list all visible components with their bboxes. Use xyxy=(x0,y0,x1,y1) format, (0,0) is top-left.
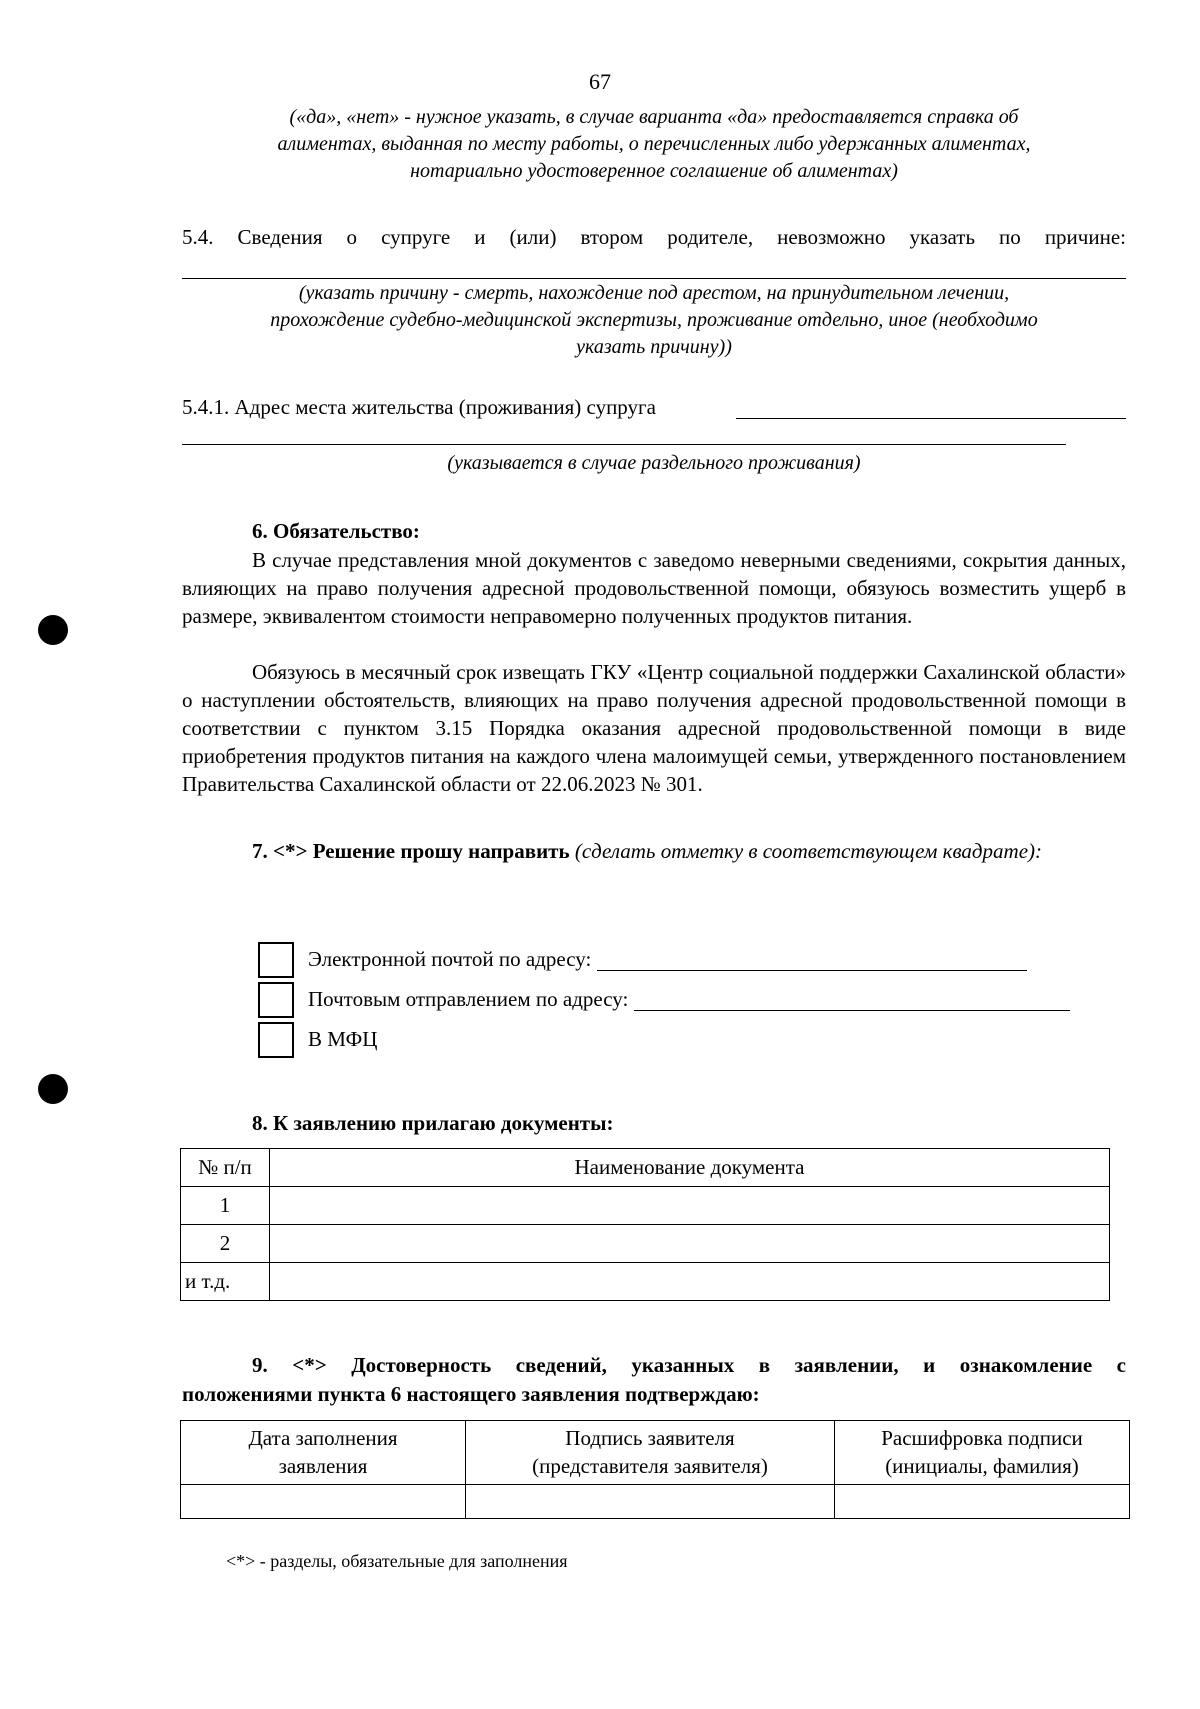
mfc-checkbox[interactable] xyxy=(258,1022,294,1058)
column-signature-line-1: Подпись заявителя xyxy=(565,1426,735,1451)
column-decoding-line-1: Расшифровка подписи xyxy=(881,1426,1083,1451)
signature-cell[interactable] xyxy=(466,1485,835,1519)
section-5-4-note xyxy=(182,280,1126,361)
table-row xyxy=(181,1225,1110,1263)
column-signature-decoding xyxy=(835,1421,1130,1485)
section-5-4-reason-field[interactable] xyxy=(182,278,1126,279)
row-number: 1 xyxy=(181,1187,270,1225)
footnote: <*> - разделы, обязательные для заполнения xyxy=(226,1551,568,1571)
page-number: 67 xyxy=(589,69,611,94)
table-row xyxy=(181,1263,1110,1301)
section-8-heading: 8. К заявлению прилагаю документы: xyxy=(252,1111,614,1135)
column-signature xyxy=(466,1421,835,1485)
column-date-line-1: Дата заполнения xyxy=(248,1426,398,1451)
signature-decoding-cell[interactable] xyxy=(835,1485,1130,1519)
option-mfc-label: В МФЦ xyxy=(308,1027,378,1052)
section-7-heading xyxy=(182,837,1126,865)
signature-table-header xyxy=(181,1421,1130,1485)
table-row xyxy=(181,1187,1110,1225)
hole-punch-bottom xyxy=(38,1074,68,1104)
section-5-4-text: 5.4. Сведения о супруге и (или) втором родителе, невозможно указать по причине: xyxy=(182,225,1126,249)
option-mfc[interactable] xyxy=(258,1020,377,1060)
section-6-paragraph-2: Обязуюсь в месячный срок извещать ГКУ «Центр социальной поддержки Сахалинской области» о наступлении обстоятельств, влияющих на право получения адресной продовольственной помощи в соответствии с пунктом 3.15 Порядка оказания адресной продовольственной помощи в виде приобретения продуктов питания на каждого члена малоимущей семьи, утвержденного постановлением Правительства Сахалинской области от 22.06.2023 № 301. xyxy=(182,660,1126,796)
signature-table xyxy=(180,1420,1130,1519)
section-5-4-note-line-3: указать причину)) xyxy=(576,336,732,358)
alimony-note-line-3: нотариально удостоверенное соглашение об алиментах) xyxy=(410,160,898,182)
email-checkbox[interactable] xyxy=(258,942,294,978)
document-name-cell[interactable] xyxy=(270,1187,1110,1225)
documents-table xyxy=(180,1148,1110,1301)
post-checkbox[interactable] xyxy=(258,982,294,1018)
section-5-4-1-text: 5.4.1. Адрес места жительства (проживания) супруга xyxy=(182,395,656,419)
postal-address-field[interactable] xyxy=(634,990,1070,1011)
section-5-4-note-line-1: (указать причину - смерть, нахождение под арестом, на принудительном лечении, xyxy=(298,282,1010,304)
document-name-cell[interactable] xyxy=(270,1225,1110,1263)
document-name-cell[interactable] xyxy=(270,1263,1110,1301)
column-decoding-line-2: (инициалы, фамилия) xyxy=(885,1453,1079,1478)
option-post-label: Почтовым отправлением по адресу: xyxy=(308,987,629,1012)
hole-punch-top xyxy=(38,615,68,645)
section-9-heading-line-2: положениями пункта 6 настоящего заявления подтверждаю: xyxy=(182,1382,760,1406)
option-email-label: Электронной почтой по адресу: xyxy=(308,947,592,972)
section-6-heading: 6. Обязательство: xyxy=(252,519,420,543)
section-7-number: 7. <*> xyxy=(252,839,308,863)
section-5-4-note-line-2: прохождение судебно-медицинской экспертизы, проживание отдельно, иное (необходимо xyxy=(270,309,1038,331)
row-number: и т.д. xyxy=(181,1263,270,1301)
email-address-field[interactable] xyxy=(597,950,1027,971)
column-number: № п/п xyxy=(181,1149,270,1187)
option-email[interactable] xyxy=(258,940,1027,980)
column-document-name: Наименование документа xyxy=(270,1149,1110,1187)
spouse-address-field[interactable] xyxy=(736,418,1126,419)
date-cell[interactable] xyxy=(181,1485,466,1519)
section-5-4-1-note: (указывается в случае раздельного проживания) xyxy=(447,452,861,474)
section-7-hint: (сделать отметку в соответствующем квадрате): xyxy=(574,839,1043,863)
column-date xyxy=(181,1421,466,1485)
section-9-heading-line-1: 9. <*> Достоверность сведений, указанных в заявлении, и ознакомление с xyxy=(252,1353,1126,1377)
column-date-line-2: заявления xyxy=(278,1453,368,1478)
alimony-note-line-1: («да», «нет» - нужное указать, в случае варианта «да» предоставляется справка об xyxy=(289,106,1019,128)
alimony-note-line-2: алиментах, выданная по месту работы, о перечисленных либо удержанных алиментах, xyxy=(277,133,1031,155)
section-6-paragraph-1: В случае представления мной документов с заведомо неверными сведениями, сокрытия данных, влияющих на право получения адресной продовольственной помощи, обязуюсь возместить ущерб в размере, эквивалентом стоимости неправомерно полученных продуктов питания. xyxy=(182,548,1126,628)
documents-table-header xyxy=(181,1149,1110,1187)
signature-table-row xyxy=(181,1485,1130,1519)
option-post[interactable] xyxy=(258,980,1070,1020)
section-7-title: Решение прошу направить xyxy=(312,839,570,863)
column-signature-line-2: (представителя заявителя) xyxy=(532,1453,768,1478)
spouse-address-field-line-2[interactable] xyxy=(182,444,1066,445)
row-number: 2 xyxy=(181,1225,270,1263)
alimony-note xyxy=(182,104,1126,185)
